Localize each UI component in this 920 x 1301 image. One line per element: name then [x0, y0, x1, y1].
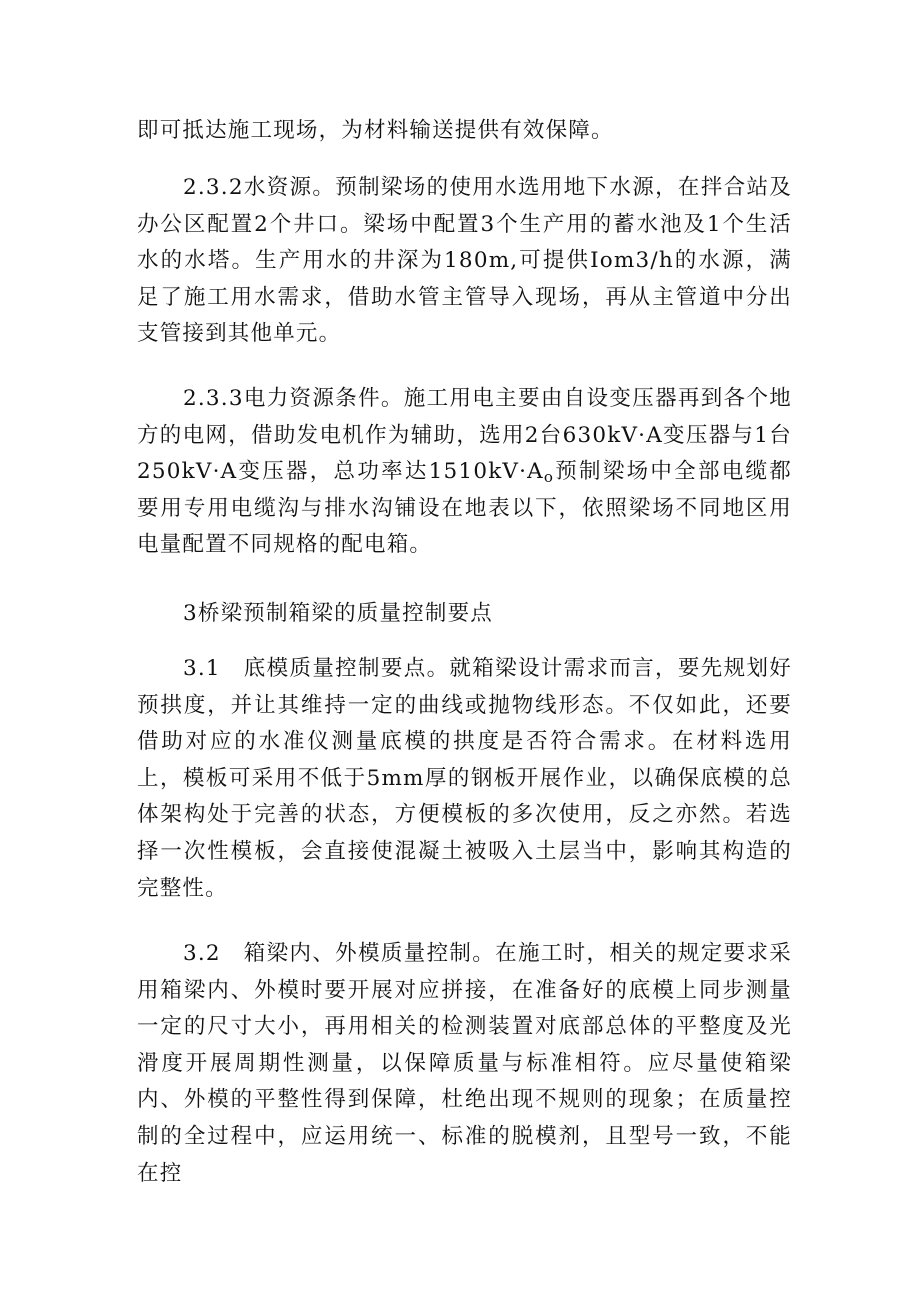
- power-text-before: 2.3.3电力资源条件。施工用电主要由自设变压器再到各个地方的电网，借助发电机作为辅助，选用2台630kV·A变压器与1台250kV·A变压器，总功率达1510kV·A: [137, 386, 792, 485]
- paragraph-water-resources: 2.3.2水资源。预制梁场的使用水选用地下水源，在拌合站及办公区配置2个井口。梁场中配置3个生产用的蓄水池及1个生活水的水塔。生产用水的井深为180m,可提供Iom3/h的水源，满足了施工用水需求，借助水管主管导入现场，再从主管道中分出支管接到其他单元。: [137, 175, 792, 347]
- power-text-after: 预制梁场中全部电缆都要用专用电缆沟与排水沟铺设在地表以下，依照梁场不同地区用电量配置不同规格的配电箱。: [137, 459, 792, 558]
- power-subscript: o: [543, 467, 555, 486]
- paragraph-continuation: 即可抵达施工现场，为材料输送提供有效保障。: [137, 118, 614, 143]
- paragraph-power-resources: [137, 381, 792, 564]
- section-heading: 3桥梁预制箱梁的质量控制要点: [183, 601, 493, 626]
- paragraph-bottom-formwork: 3.1 底模质量控制要点。就箱梁设计需求而言，要先规划好预拱度，并让其维持一定的曲线或抛物线形态。不仅如此，还要借助对应的水准仪测量底模的拱度是否符合需求。在材料选用上，模板可采用不低于5mm厚的钢板开展作业，以确保底模的总体架构处于完善的状态，方便模板的多次使用，反之亦然。若选择一次性模板，会直接使混凝土被吸入土层当中，影响其构造的完整性。: [137, 656, 792, 901]
- paragraph-inner-outer-formwork: 3.2 箱梁内、外模质量控制。在施工时，相关的规定要求采用箱梁内、外模时要开展对应拼接，在准备好的底模上同步测量一定的尺寸大小，再用相关的检测装置对底部总体的平整度及光滑度开展周期性测量，以保障质量与标准相符。应尽量使箱梁内、外模的平整性得到保障，杜绝出现不规则的现象；在质量控制的全过程中，应运用统一、标准的脱模剂，且型号一致，不能在控: [137, 941, 792, 1186]
